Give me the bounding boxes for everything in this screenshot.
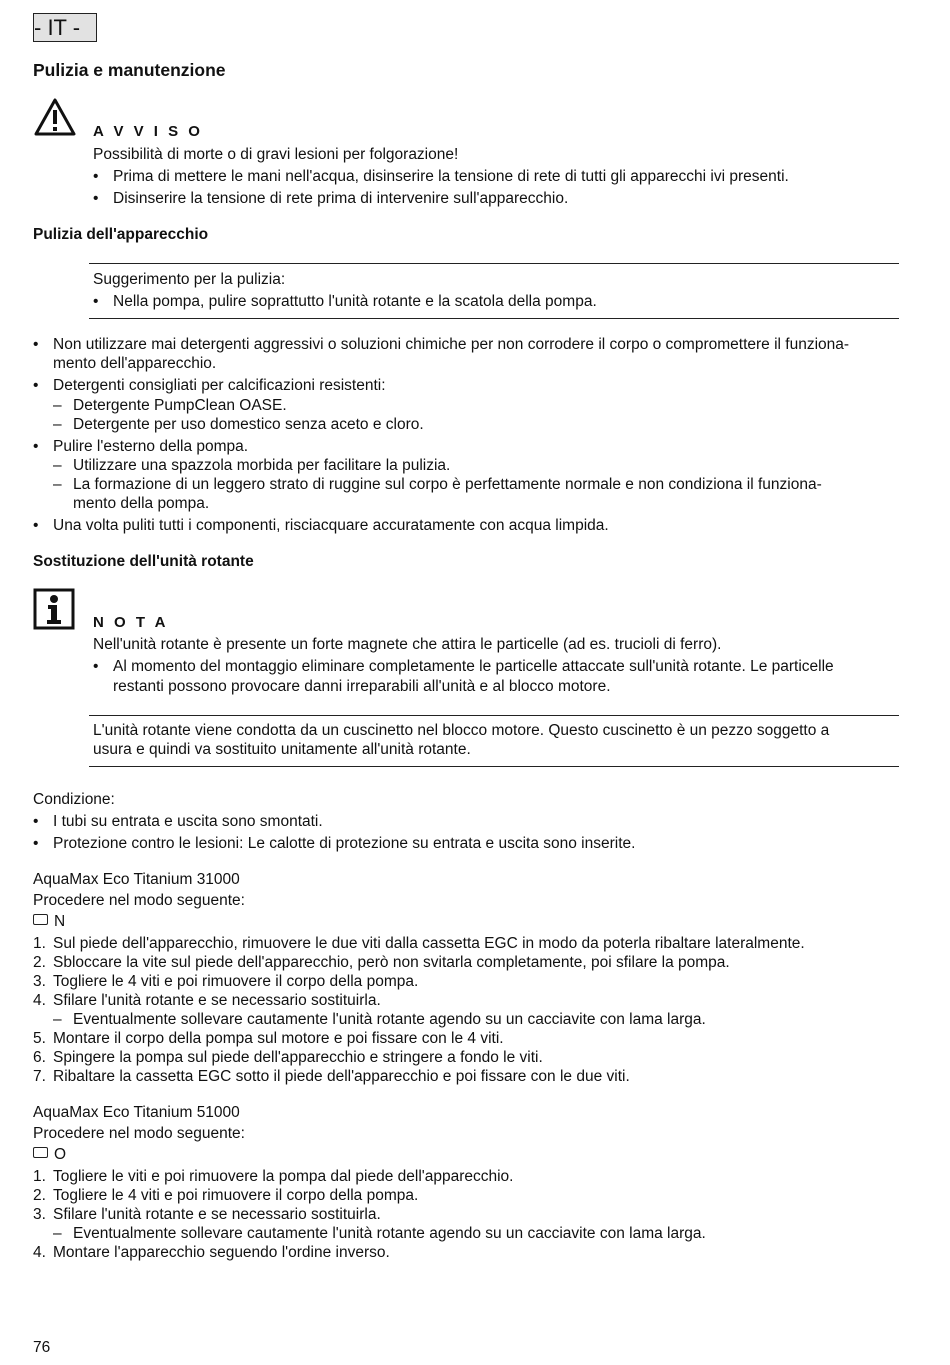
figure-reference [33, 912, 65, 931]
model-name: AquaMax Eco Titanium 31000 [33, 871, 240, 888]
model-name: AquaMax Eco Titanium 51000 [33, 1104, 240, 1121]
condition-bullet: • Protezione contro le lesioni: Le calotte di protezione su entrata e uscita sono inserite. [53, 834, 635, 853]
figure-box-icon [33, 1147, 48, 1158]
step-text: Sfilare l'unità rotante e se necessario sostituirla. [53, 1206, 381, 1223]
step-number: 3. [33, 973, 46, 990]
step-number: 4. [33, 1244, 46, 1261]
cleaning-sub-item: Detergente PumpClean OASE. [73, 397, 287, 414]
page-number: 76 [33, 1339, 51, 1356]
tip-box-bottom-rule [89, 318, 899, 319]
step-text: Togliere le 4 viti e poi rimuovere il corpo della pompa. [53, 1187, 419, 1204]
info-box-text: usura e quindi va sostituito unitamente all'unità rotante. [93, 741, 471, 758]
cleaning-bullet-continuation: mento dell'apparecchio. [53, 355, 217, 372]
step-text: Sbloccare la vite sul piede dell'apparecchio, però non svitarla completamente, poi sfilare la pompa. [53, 954, 730, 971]
step-text: Togliere le 4 viti e poi rimuovere il corpo della pompa. [53, 973, 419, 990]
figure-box-icon [33, 914, 48, 925]
section-heading-cleaning: Pulizia dell'apparecchio [33, 226, 209, 243]
step-text: Montare il corpo della pompa sul motore e poi fissare con le 4 viti. [53, 1030, 504, 1047]
info-box-bottom-rule [89, 766, 899, 767]
cleaning-bullet: • Una volta puliti tutti i componenti, risciacquare accuratamente con acqua limpida. [53, 516, 609, 535]
step-number: 1. [33, 1168, 46, 1185]
step-number: 4. [33, 992, 46, 1009]
tip-box-top-rule [89, 263, 899, 264]
cleaning-bullet: • Detergenti consigliati per calcificazioni resistenti: [53, 376, 386, 395]
dash-marker: – [53, 1225, 62, 1242]
warning-bullet: • Prima di mettere le mani nell'acqua, disinserire la tensione di rete di tutti gli apparecchi ivi presenti. [113, 167, 789, 186]
figure-reference-letter: N [54, 913, 66, 930]
cleaning-sub-item: Utilizzare una spazzola morbida per facilitare la pulizia. [73, 457, 451, 474]
cleaning-sub-item: La formazione di un leggero strato di ruggine sul corpo è perfettamente normale e non condiziona il funziona- [73, 476, 822, 493]
dash-marker: – [53, 416, 62, 433]
dash-marker: – [53, 457, 62, 474]
warning-triangle-icon [33, 97, 77, 137]
step-number: 2. [33, 1187, 46, 1204]
section-heading-replacement: Sostituzione dell'unità rotante [33, 553, 254, 570]
dash-marker: – [53, 397, 62, 414]
step-sub-item: Eventualmente sollevare cautamente l'unità rotante agendo su un cacciavite con lama larga. [73, 1011, 706, 1028]
procedure-intro: Procedere nel modo seguente: [33, 1125, 245, 1142]
step-text: Sul piede dell'apparecchio, rimuovere le due viti dalla cassetta EGC in modo da poterla ribaltare lateralmente. [53, 935, 805, 952]
figure-reference [33, 1145, 66, 1164]
step-sub-item: Eventualmente sollevare cautamente l'unità rotante agendo su un cacciavite con lama larga. [73, 1225, 706, 1242]
page-title: Pulizia e manutenzione [33, 60, 226, 80]
tip-bullet: • Nella pompa, pulire soprattutto l'unità rotante e la scatola della pompa. [113, 292, 597, 311]
step-number: 2. [33, 954, 46, 971]
cleaning-sub-item: Detergente per uso domestico senza aceto e cloro. [73, 416, 424, 433]
info-box-top-rule [89, 715, 899, 716]
language-tag: - IT - [33, 13, 97, 42]
tip-label: Suggerimento per la pulizia: [93, 271, 286, 288]
step-number: 5. [33, 1030, 46, 1047]
step-number: 3. [33, 1206, 46, 1223]
step-text: Spingere la pompa sul piede dell'apparecchio e stringere a fondo le viti. [53, 1049, 543, 1066]
note-bullet: • Al momento del montaggio eliminare completamente le particelle attaccate sull'unità rotante. Le particelle [113, 657, 834, 676]
condition-bullet: • I tubi su entrata e uscita sono smontati. [53, 812, 323, 831]
note-signal-word: N O T A [93, 614, 169, 631]
condition-label: Condizione: [33, 791, 115, 808]
step-text: Sfilare l'unità rotante e se necessario sostituirla. [53, 992, 381, 1009]
step-number: 6. [33, 1049, 46, 1066]
figure-reference-letter: O [54, 1146, 67, 1163]
cleaning-bullet: • Non utilizzare mai detergenti aggressivi o soluzioni chimiche per non corrodere il corpo o compromettere il funziona- [53, 335, 849, 354]
warning-bullet: • Disinserire la tensione di rete prima di intervenire sull'apparecchio. [113, 189, 568, 208]
step-text: Montare l'apparecchio seguendo l'ordine inverso. [53, 1244, 390, 1261]
procedure-intro: Procedere nel modo seguente: [33, 892, 245, 909]
note-bullet-continuation: restanti possono provocare danni irreparabili all'unità e al blocco motore. [113, 678, 611, 695]
step-number: 1. [33, 935, 46, 952]
cleaning-sub-item-continuation: mento della pompa. [73, 495, 210, 512]
warning-text: Possibilità di morte o di gravi lesioni per folgorazione! [93, 146, 459, 163]
note-text: Nell'unità rotante è presente un forte magnete che attira le particelle (ad es. trucioli di ferro). [93, 636, 722, 653]
warning-signal-word: A V V I S O [93, 123, 203, 140]
step-text: Togliere le viti e poi rimuovere la pompa dal piede dell'apparecchio. [53, 1168, 514, 1185]
step-number: 7. [33, 1068, 46, 1085]
dash-marker: – [53, 476, 62, 493]
info-note-icon [33, 588, 75, 630]
dash-marker: – [53, 1011, 62, 1028]
cleaning-bullet: • Pulire l'esterno della pompa. [53, 437, 248, 456]
step-text: Ribaltare la cassetta EGC sotto il piede dell'apparecchio e poi fissare con le due viti. [53, 1068, 630, 1085]
info-box-text: L'unità rotante viene condotta da un cuscinetto nel blocco motore. Questo cuscinetto è un pezzo soggetto a [93, 722, 830, 739]
